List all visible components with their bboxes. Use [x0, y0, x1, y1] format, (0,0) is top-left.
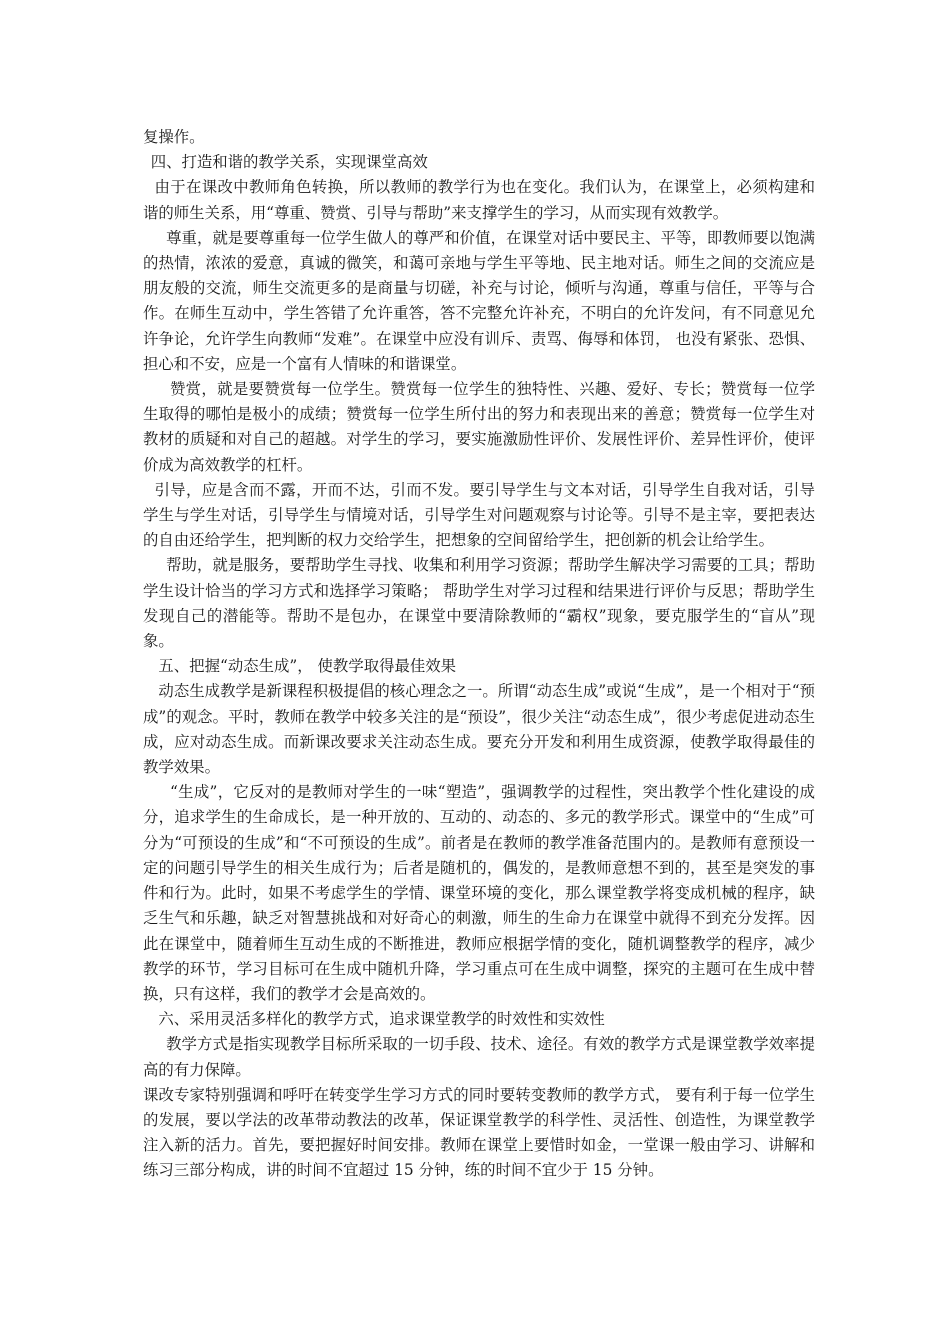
- paragraph-respect: 尊重，就是要尊重每一位学生做人的尊严和价值，在课堂对话中要民主、平等，即教师要以饱满的热情，浓浓的爱意，真诚的微笑，和蔼可亲地与学生平等地、民主地对话。师生之间的交流应是朋友般的交流，师生交流更多的是商量与切磋，补充与讨论，倾听与沟通，尊重与信任，平等与合作。在师生互动中，学生答错了允许重答，答不完整允许补充，不明白的允许发问，有不同意见允许争论，允许学生向教师“发难”。在课堂中应没有训斥、责骂、侮辱和体罚， 也没有紧张、恐惧、担心和不安，应是一个富有人情味的和谐课堂。: [143, 228, 815, 373]
- document-body: [143, 125, 815, 1184]
- paragraph: 课改专家特别强调和呼吁在转变学生学习方式的同时要转变教师的教学方式， 要有利于每一位学生的发展，要以学法的改革带动教法的改革，保证课堂教学的科学性、灵活性、创造性，为课堂教学注入新的活力。首先，要把握好时间安排。教师在课堂上要惜时如金，一堂课一般由学习、讲解和练习三部分构成，讲的时间不宜超过 15 分钟，练的时间不宜少于 15 分钟。: [143, 1085, 815, 1180]
- paragraph: 动态生成教学是新课程积极提倡的核心理念之一。所谓“动态生成”或说“生成”，是一个相对于“预成”的观念。平时，教师在教学中较多关注的是“预设”，很少关注“动态生成”，很少考虑促进动态生成，应对动态生成。而新课改要求关注动态生成。要充分开发和利用生成资源，使教学取得最佳的教学效果。: [143, 682, 815, 777]
- paragraph: 教学方式是指实现教学目标所采取的一切手段、技术、途径。有效的教学方式是课堂教学效率提高的有力保障。: [143, 1035, 815, 1079]
- section-heading-5: 五、把握“动态生成”， 使教学取得最佳效果: [158, 657, 457, 676]
- paragraph-guidance: 引导，应是含而不露，开而不达，引而不发。要引导学生与文本对话，引导学生自我对话，引导学生与学生对话，引导学生与情境对话，引导学生对问题观察与讨论等。引导不是主宰，要把表达的自由还给学生，把判断的权力交给学生，把想象的空间留给学生，把创新的机会让给学生。: [143, 480, 815, 550]
- paragraph: 由于在课改中教师角色转换，所以教师的教学行为也在变化。我们认为，在课堂上，必须构建和谐的师生关系，用“尊重、赞赏、引导与帮助”来支撑学生的学习，从而实现有效教学。: [143, 178, 815, 222]
- paragraph-help: 帮助，就是服务，要帮助学生寻找、收集和利用学习资源；帮助学生解决学习需要的工具；帮助学生设计恰当的学习方式和选择学习策略； 帮助学生对学习过程和结果进行评价与反思；帮助学生发现自己的潜能等。帮助不是包办，在课堂中要清除教师的“霸权”现象，要克服学生的“盲从”现象。: [143, 556, 815, 651]
- paragraph-continuation: 复操作。: [143, 128, 205, 146]
- section-heading-6: 六、采用灵活多样化的教学方式，追求课堂教学的时效性和实效性: [158, 1010, 605, 1029]
- paragraph: “生成”，它反对的是教师对学生的一味“塑造”，强调教学的过程性，突出教学个性化建设的成分，追求学生的生命成长，是一种开放的、互动的、动态的、多元的教学形式。课堂中的“生成”可分为“可预设的生成”和“不可预设的生成”。前者是在教师的教学准备范围内的。是教师有意预设一定的问题引导学生的相关生成行为；后者是随机的，偶发的，是教师意想不到的，甚至是突发的事件和行为。此时，如果不考虑学生的学情、课堂环境的变化，那么课堂教学将变成机械的程序，缺乏生气和乐趣，缺乏对智慧挑战和对好奇心的刺激，师生的生命力在课堂中就得不到充分发挥。因此在课堂中，随着师生互动生成的不断推进，教师应根据学情的变化，随机调整教学的程序，减少教学的环节，学习目标可在生成中随机升降，学习重点可在生成中调整，探究的主题可在生成中替换，只有这样，我们的教学才会是高效的。: [143, 783, 815, 1003]
- section-heading-4: 四、打造和谐的教学关系，实现课堂高效: [150, 153, 428, 172]
- paragraph-appreciation: 赞赏，就是要赞赏每一位学生。赞赏每一位学生的独特性、兴趣、爱好、专长；赞赏每一位学生取得的哪怕是极小的成绩；赞赏每一位学生所付出的努力和表现出来的善意；赞赏每一位学生对教材的质疑和对自己的超越。对学生的学习，要实施激励性评价、发展性评价、差异性评价，使评价成为高效教学的杠杆。: [143, 380, 815, 474]
